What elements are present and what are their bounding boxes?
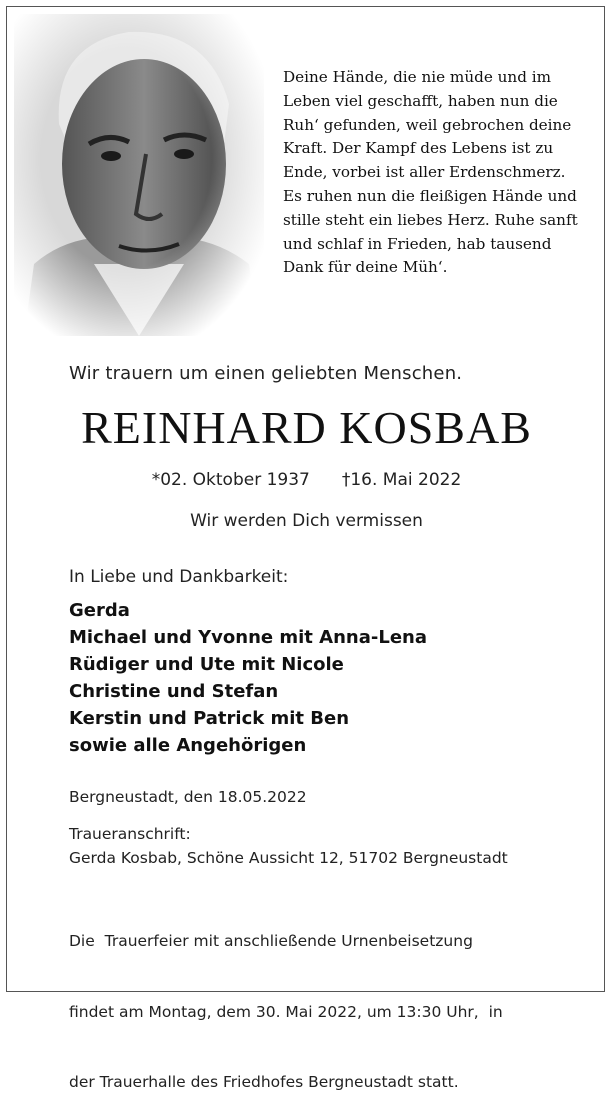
life-dates [0, 470, 613, 490]
family-member: Christine und Stefan [69, 681, 279, 702]
family-member: sowie alle Angehörigen [69, 735, 307, 756]
poem-line: Kraft. Der Kampf des Lebens ist zu [283, 139, 554, 158]
address-text: Gerda Kosbab, Schöne Aussicht 12, 51702 Bergneustadt [69, 849, 508, 867]
intro-text: Wir trauern um einen geliebten Menschen. [69, 363, 463, 384]
portrait-photo [14, 14, 264, 336]
poem-line: Es ruhen nun die fleißigen Hände und [283, 186, 577, 205]
poem-line: Dank für deine Müh‘. [283, 258, 448, 277]
family-list [69, 597, 427, 759]
place-date: Bergneustadt, den 18.05.2022 [69, 788, 307, 806]
mourning-address [69, 822, 508, 870]
funeral-line: Die Trauerfeier mit anschließende Urnenbeisetzung [69, 932, 473, 950]
family-member: Gerda [69, 600, 130, 621]
poem-line: und schlaf in Frieden, hab tausend [283, 234, 552, 253]
memorial-poem [283, 66, 593, 280]
deceased-name: REINHARD KOSBAB [81, 402, 532, 453]
family-member: Kerstin und Patrick mit Ben [69, 708, 350, 729]
poem-line: Deine Hände, die nie müde und im [283, 68, 552, 86]
birth-date: *02. Oktober 1937 [151, 470, 310, 490]
death-date: †16. Mai 2022 [341, 470, 462, 490]
family-member: Michael und Yvonne mit Anna-Lena [69, 627, 427, 648]
thanks-heading: In Liebe und Dankbarkeit: [69, 567, 289, 587]
funeral-line: der Trauerhalle des Friedhofes Bergneustadt statt. [69, 1073, 459, 1091]
poem-line: Ruh‘ gefunden, weil gebrochen deine [283, 115, 572, 134]
farewell-text: Wir werden Dich vermissen [190, 511, 423, 531]
poem-line: stille steht ein liebes Herz. Ruhe sanft [283, 210, 578, 229]
funeral-notice [69, 883, 503, 1118]
poem-line: Ende, vorbei ist aller Erdenschmerz. [283, 163, 566, 182]
poem-line: Leben viel geschafft, haben nun die [283, 91, 558, 110]
family-member: Rüdiger und Ute mit Nicole [69, 654, 344, 675]
address-label: Traueranschrift: [69, 825, 191, 843]
funeral-line: findet am Montag, dem 30. Mai 2022, um 13:30 Uhr, in [69, 1002, 503, 1021]
